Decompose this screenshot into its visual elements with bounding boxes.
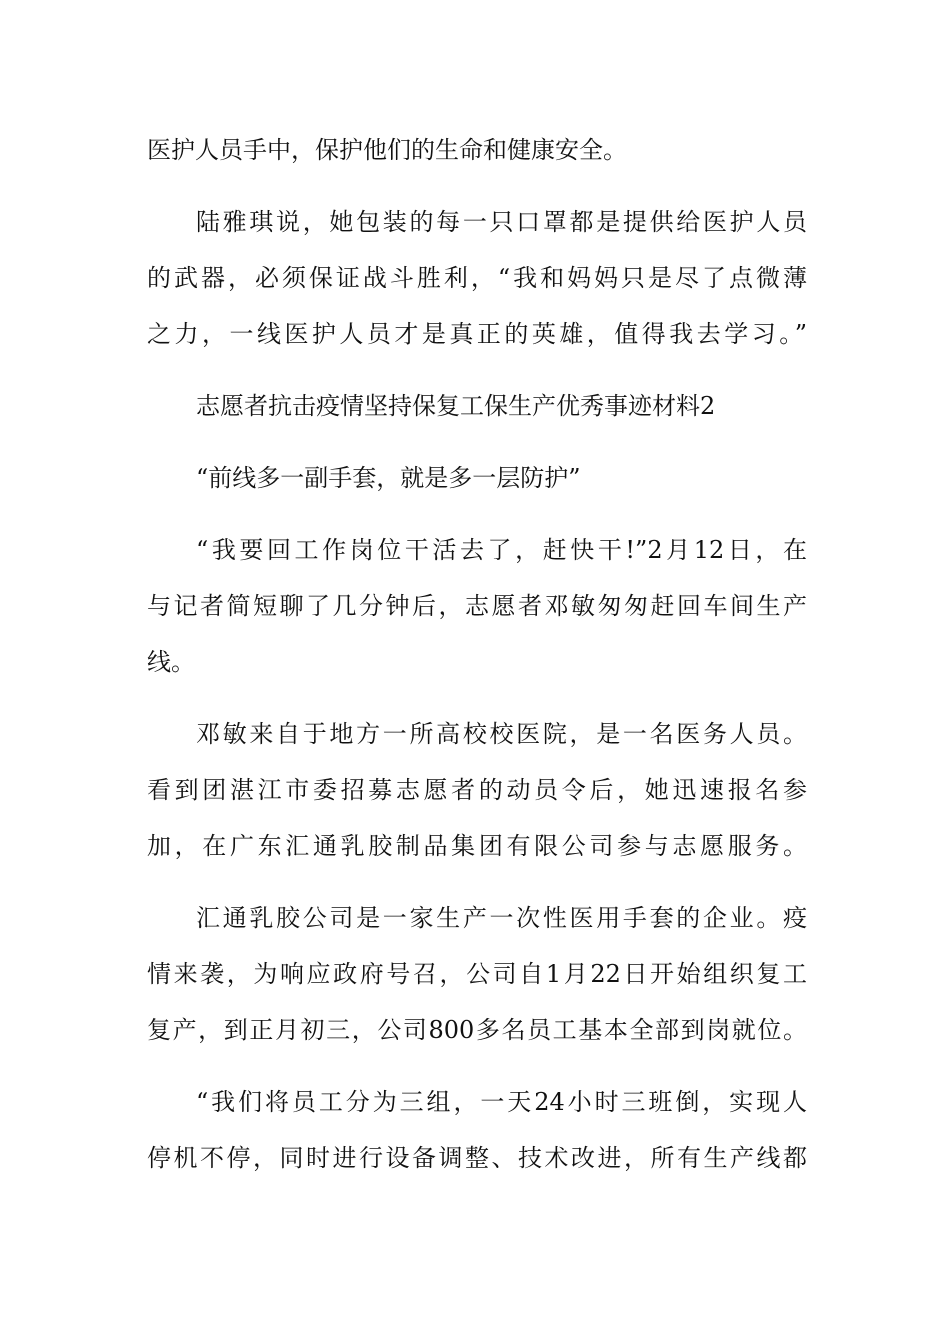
text-line: “我要回工作岗位干活去了，赶快干!”2月12日，在 [196, 536, 807, 564]
text-line: 医护人员手中，保护他们的生命和健康安全。 [147, 136, 627, 164]
text-line: 停机不停，同时进行设备调整、技术改进，所有生产线都 [147, 1144, 807, 1172]
section-heading: 志愿者抗击疫情坚持保复工保生产优秀事迹材料2 [196, 392, 716, 420]
text-line: 之力，一线医护人员才是真正的英雄，值得我去学习。” [147, 320, 807, 348]
text-line: 看到团湛江市委招募志愿者的动员令后，她迅速报名参 [147, 776, 807, 804]
text-line: 汇通乳胶公司是一家生产一次性医用手套的企业。疫 [196, 904, 807, 932]
text-line: 陆雅琪说，她包装的每一只口罩都是提供给医护人员 [196, 208, 807, 236]
text-line: 复产，到正月初三，公司800多名员工基本全部到岗就位。 [147, 1016, 807, 1044]
quote-title: “前线多一副手套，就是多一层防护” [196, 464, 581, 492]
text-line: 的武器，必须保证战斗胜利，“我和妈妈只是尽了点微薄 [147, 264, 807, 292]
text-line: 加，在广东汇通乳胶制品集团有限公司参与志愿服务。 [147, 832, 807, 860]
text-line: 情来袭，为响应政府号召，公司自1月22日开始组织复工 [147, 960, 807, 988]
text-line: 线。 [147, 648, 195, 676]
text-line: 与记者简短聊了几分钟后，志愿者邓敏匆匆赶回车间生产 [147, 592, 807, 620]
text-line: “我们将员工分为三组，一天24小时三班倒，实现人 [196, 1088, 807, 1116]
text-line: 邓敏来自于地方一所高校校医院，是一名医务人员。 [196, 720, 807, 748]
